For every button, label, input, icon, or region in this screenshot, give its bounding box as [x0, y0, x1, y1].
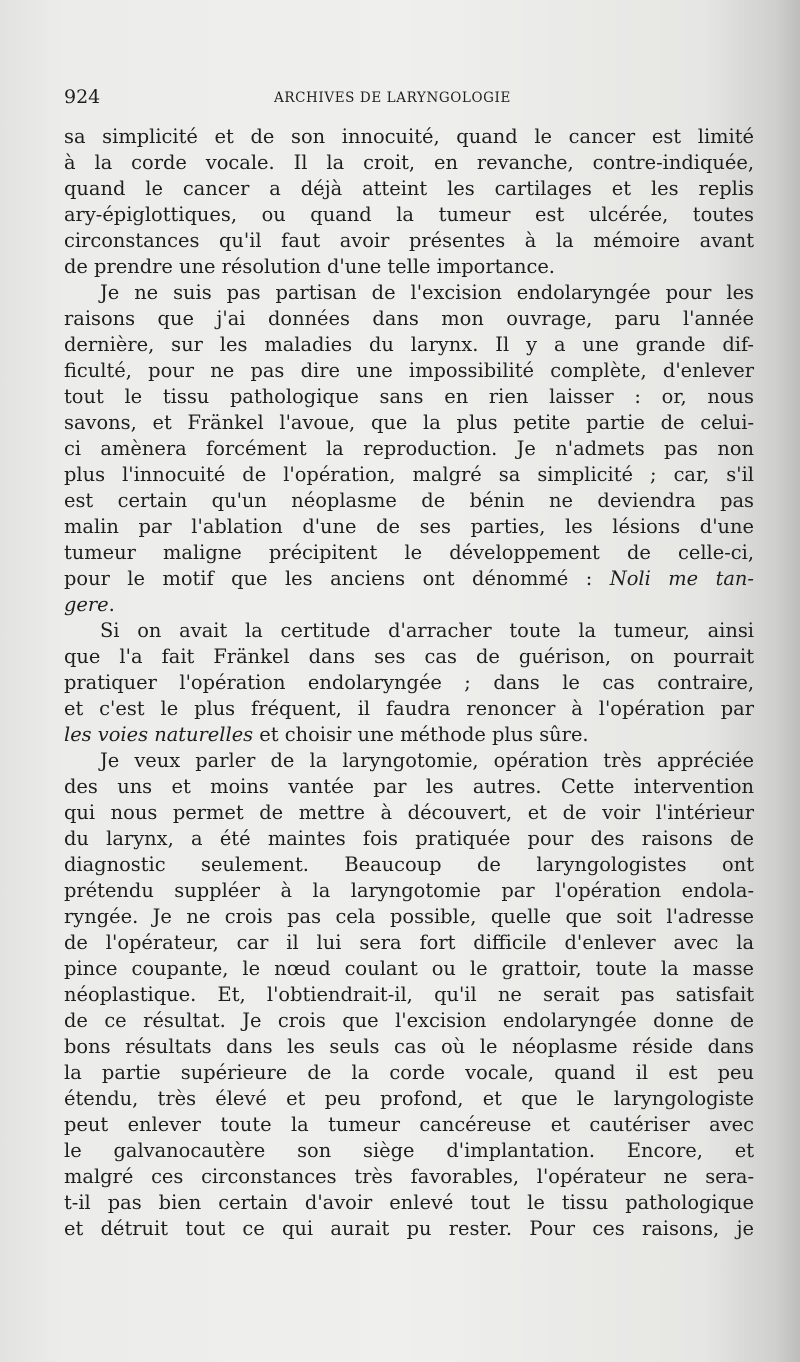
text-line	[64, 280, 754, 306]
italic-run: les voies naturelles	[64, 723, 254, 746]
text-line	[64, 488, 754, 514]
text-run: sa simplicité et de son innocuité, quand le cancer est limité	[64, 125, 754, 148]
text-line	[64, 254, 754, 280]
text-run: du larynx, a été maintes fois pratiquée pour des raisons de	[64, 827, 754, 850]
italic-run: gere	[64, 593, 109, 616]
text-run: et c'est le plus fréquent, il faudra renoncer à l'opération par	[64, 697, 754, 720]
text-line	[64, 1060, 754, 1086]
text-line	[64, 384, 754, 410]
text-line	[64, 670, 754, 696]
text-line	[64, 1034, 754, 1060]
text-run: de ce résultat. Je crois que l'excision endolaryngée donne de	[64, 1009, 754, 1032]
text-run: le galvanocautère son siège d'implantation. Encore, et	[64, 1139, 754, 1162]
text-line	[64, 696, 754, 722]
text-run: la partie supérieure de la corde vocale, quand il est peu	[64, 1061, 754, 1084]
text-line	[64, 800, 754, 826]
text-run: ci amènera forcément la reproduction. Je n'admets pas non	[64, 437, 754, 460]
text-run: pratiquer l'opération endolaryngée ; dans le cas contraire,	[64, 671, 754, 694]
text-line	[64, 1138, 754, 1164]
text-line	[64, 124, 754, 150]
text-run: et choisir une méthode plus sûre.	[253, 723, 589, 746]
text-run: et détruit tout ce qui aurait pu rester. Pour ces raisons, je	[64, 1217, 754, 1240]
text-line	[64, 904, 754, 930]
text-run: Je ne suis pas partisan de l'excision endolaryngée pour les	[100, 281, 754, 304]
text-line	[64, 644, 754, 670]
text-run: des uns et moins vantée par les autres. Cette intervention	[64, 775, 754, 798]
text-line	[64, 852, 754, 878]
text-run: pince coupante, le nœud coulant ou le grattoir, toute la masse	[64, 957, 754, 980]
text-line	[64, 1086, 754, 1112]
body-text	[64, 124, 754, 1242]
text-run: de prendre une résolution d'une telle importance.	[64, 255, 555, 278]
text-line	[64, 982, 754, 1008]
text-line	[64, 1164, 754, 1190]
text-line	[64, 410, 754, 436]
text-run: tumeur maligne précipitent le développement de celle-ci,	[64, 541, 754, 564]
text-line	[64, 202, 754, 228]
text-line	[64, 956, 754, 982]
text-line	[64, 748, 754, 774]
text-run: que l'a fait Fränkel dans ses cas de guérison, on pourrait	[64, 645, 754, 668]
text-line	[64, 826, 754, 852]
text-line	[64, 540, 754, 566]
text-line	[64, 358, 754, 384]
text-line	[64, 592, 754, 618]
text-run: prétendu suppléer à la laryngotomie par l'opération endola-	[64, 879, 754, 902]
running-head: ARCHIVES DE LARYNGOLOGIE	[274, 90, 511, 106]
text-run: peut enlever toute la tumeur cancéreuse et cautériser avec	[64, 1113, 754, 1136]
text-run: ryngée. Je ne crois pas cela possible, quelle que soit l'adresse	[64, 905, 754, 928]
text-line	[64, 228, 754, 254]
text-run: tout le tissu pathologique sans en rien laisser : or, nous	[64, 385, 754, 408]
text-run: .	[108, 593, 115, 616]
text-run: dernière, sur les maladies du larynx. Il y a une grande dif-	[64, 333, 754, 356]
text-line	[64, 150, 754, 176]
text-line	[64, 930, 754, 956]
text-line	[64, 1008, 754, 1034]
text-line	[64, 306, 754, 332]
text-run: diagnostic seulement. Beaucoup de laryngologistes ont	[64, 853, 754, 876]
text-run: ficulté, pour ne pas dire une impossibilité complète, d'enlever	[64, 359, 754, 382]
text-run: étendu, très élevé et peu profond, et que le laryngologiste	[64, 1087, 754, 1110]
text-run: Je veux parler de la laryngotomie, opération très appréciée	[100, 749, 754, 772]
text-run: savons, et Fränkel l'avoue, que la plus petite partie de celui-	[64, 411, 754, 434]
text-line	[64, 176, 754, 202]
italic-run: Noli me tan-	[609, 567, 754, 590]
text-run: bons résultats dans les seuls cas où le néoplasme réside dans	[64, 1035, 754, 1058]
text-run: malin par l'ablation d'une de ses parties, les lésions d'une	[64, 515, 754, 538]
text-run: pour le motif que les anciens ont dénommé :	[64, 567, 593, 590]
page-number: 924	[64, 86, 101, 108]
text-line	[64, 462, 754, 488]
text-line	[64, 436, 754, 462]
text-run: est certain qu'un néoplasme de bénin ne deviendra pas	[64, 489, 754, 512]
text-run: t-il pas bien certain d'avoir enlevé tout le tissu pathologique	[64, 1191, 754, 1214]
text-line	[64, 332, 754, 358]
text-run: plus l'innocuité de l'opération, malgré sa simplicité ; car, s'il	[64, 463, 754, 486]
text-line	[64, 1112, 754, 1138]
text-line	[64, 618, 754, 644]
text-run: malgré ces circonstances très favorables, l'opérateur ne sera-	[64, 1165, 754, 1188]
text-run: à la corde vocale. Il la croit, en revanche, contre-indiquée,	[64, 151, 754, 174]
text-run: circonstances qu'il faut avoir présentes à la mémoire avant	[64, 229, 754, 252]
text-run: de l'opérateur, car il lui sera fort difficile d'enlever avec la	[64, 931, 754, 954]
text-run: Si on avait la certitude d'arracher toute la tumeur, ainsi	[100, 619, 754, 642]
text-run: néoplastique. Et, l'obtiendrait-il, qu'il ne serait pas satisfait	[64, 983, 754, 1006]
text-line	[64, 1190, 754, 1216]
text-line	[64, 514, 754, 540]
text-line	[64, 566, 754, 592]
text-line	[64, 1216, 754, 1242]
text-run: quand le cancer a déjà atteint les cartilages et les replis	[64, 177, 754, 200]
text-run: ary-épiglottiques, ou quand la tumeur est ulcérée, toutes	[64, 203, 754, 226]
text-run: raisons que j'ai données dans mon ouvrage, paru l'année	[64, 307, 754, 330]
text-line	[64, 774, 754, 800]
text-line	[64, 878, 754, 904]
text-line	[64, 722, 754, 748]
text-run: qui nous permet de mettre à découvert, et de voir l'intérieur	[64, 801, 754, 824]
page-header	[64, 84, 754, 110]
